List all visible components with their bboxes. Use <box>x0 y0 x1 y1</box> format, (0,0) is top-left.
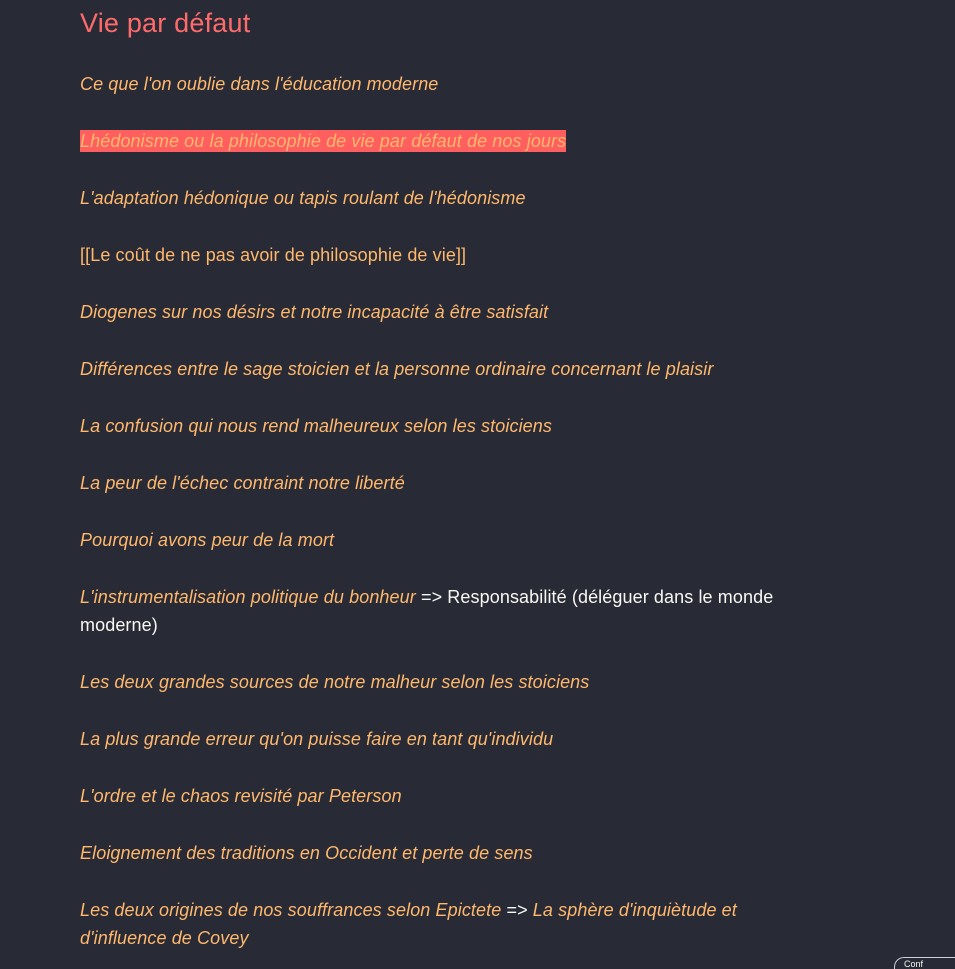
list-item <box>80 298 780 326</box>
corner-widget[interactable] <box>894 957 955 969</box>
internal-link[interactable]: Les deux origines de nos souffrances selon Epictete <box>80 900 502 920</box>
internal-link[interactable]: Différences entre le sage stoicien et la personne ordinaire concernant le plaisir <box>80 359 714 379</box>
internal-link[interactable]: Ce que l'on oublie dans l'éducation moderne <box>80 74 439 94</box>
internal-link[interactable]: Les deux grandes sources de notre malheur selon les stoiciens <box>80 672 590 692</box>
list-item <box>80 839 780 867</box>
list-item <box>80 896 780 952</box>
internal-link[interactable]: L'ordre et le chaos revisité par Peterson <box>80 786 402 806</box>
unresolved-link-text[interactable]: [[Le coût de ne pas avoir de philosophie de vie]] <box>80 245 467 265</box>
internal-link[interactable]: La confusion qui nous rend malheureux selon les stoiciens <box>80 416 552 436</box>
list-item <box>80 412 780 440</box>
internal-link[interactable]: La sphère d'inquiètude et d'influence de Covey <box>80 900 737 948</box>
arrow-separator: => <box>415 587 448 607</box>
arrow-separator: => <box>501 900 533 920</box>
list-item <box>80 782 780 810</box>
internal-link[interactable]: Diogenes sur nos désirs et notre incapacité à être satisfait <box>80 302 549 322</box>
list-item <box>80 668 780 696</box>
list-item <box>80 184 780 212</box>
list-item <box>80 583 780 639</box>
list-item <box>80 725 780 753</box>
internal-link[interactable]: L'adaptation hédonique ou tapis roulant de l'hédonisme <box>80 188 526 208</box>
internal-link[interactable]: La plus grande erreur qu'on puisse faire en tant qu'individu <box>80 729 554 749</box>
internal-link[interactable]: Eloignement des traditions en Occident et perte de sens <box>80 843 533 863</box>
corner-widget-label: Conf <box>904 959 924 969</box>
list-item <box>80 355 780 383</box>
note-text: Responsabilité (déléguer dans le monde moderne) <box>80 587 774 635</box>
list-item <box>80 241 780 269</box>
note-title: Vie par défaut <box>80 8 251 38</box>
list-item <box>80 526 780 554</box>
internal-link-highlighted[interactable]: Lhédonisme ou la philosophie de vie par défaut de nos jours <box>80 131 567 151</box>
list-item <box>80 127 780 155</box>
internal-link[interactable]: Pourquoi avons peur de la mort <box>80 530 335 550</box>
internal-link[interactable]: L'instrumentalisation politique du bonheur <box>80 587 416 607</box>
link-list <box>80 70 780 952</box>
list-item <box>80 469 780 497</box>
note-content <box>80 0 780 969</box>
internal-link[interactable]: La peur de l'échec contraint notre liberté <box>80 473 405 493</box>
list-item <box>80 70 780 98</box>
